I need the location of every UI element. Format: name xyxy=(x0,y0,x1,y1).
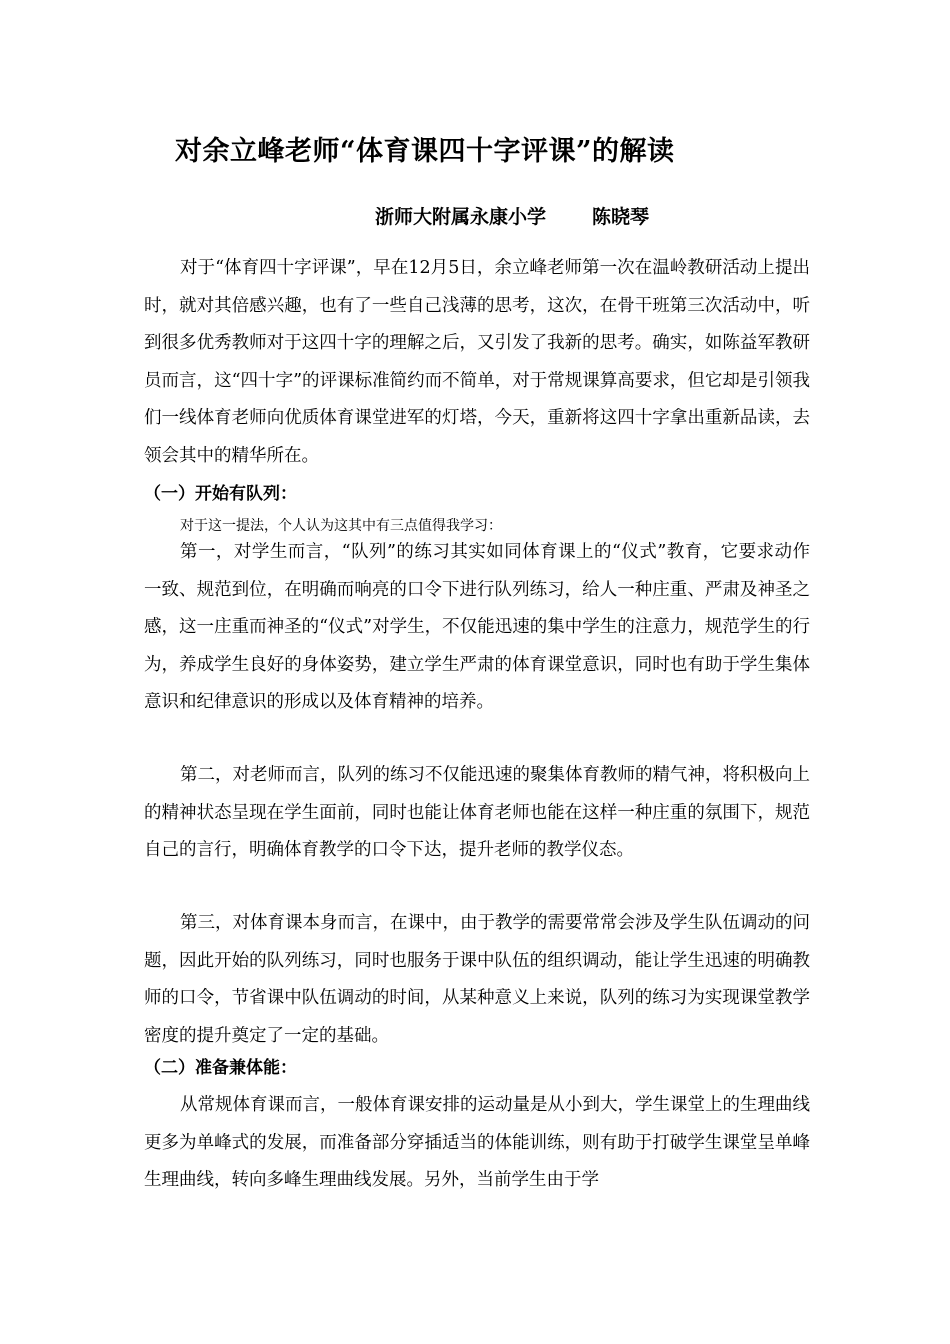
document-title: 对余立峰老师“体育课四十字评课”的解读 xyxy=(175,136,675,167)
section-1-paragraph-2: 第二，对老师而言，队列的练习不仅能迅速的聚集体育教师的精气神，将积极向上的精神状态呈现在学生面前，同时也能让体育老师也能在这样一种庄重的氛围下，规范自己的言行，明确体育教学的口令下达，提升老师的教学仪态。 xyxy=(144,765,810,860)
section-2-paragraph-1: 从常规体育课而言，一般体育课安排的运动量是从小到大，学生课堂上的生理曲线更多为单峰式的发展，而准备部分穿插适当的体能训练，则有助于打破学生课堂呈单峰生理曲线，转向多峰生理曲线发展。另外，当前学生由于学 xyxy=(144,1095,810,1190)
intro-paragraph: 对于“体育四十字评课”，早在12月5日，余立峰老师第一次在温岭教研活动上提出时，就对其倍感兴趣，也有了一些自己浅薄的思考，这次，在骨干班第三次活动中，听到很多优秀教师对于这四十字的理解之后，又引发了我新的思考。确实，如陈益军教研员而言，这“四十字”的评课标准简约而不简单，对于常规课算高要求，但它却是引领我们一线体育老师向优质体育课堂进军的灯塔，今天，重新将这四十字拿出重新品读，去领会其中的精华所在。 xyxy=(144,258,810,466)
section-1-paragraph-3: 第三，对体育课本身而言，在课中，由于教学的需要常常会涉及学生队伍调动的问题，因此开始的队列练习，同时也服务于课中队伍的组织调动，能让学生迅速的明确教师的口令，节省课中队伍调动的时间，从某种意义上来说，队列的练习为实现课堂教学密度的提升奠定了一定的基础。 xyxy=(144,913,810,1046)
author-school: 浙师大附属永康小学 xyxy=(375,206,547,228)
section-1-lead: 对于这一提法，个人认为这其中有三点值得我学习： xyxy=(180,518,502,534)
section-1-paragraph-1: 第一，对学生而言，“队列”的练习其实如同体育课上的“仪式”教育，它要求动作一致、规范到位，在明确而响亮的口令下进行队列练习，给人一种庄重、严肃及神圣之感，这一庄重而神圣的“仪式”对学生，不仅能迅速的集中学生的注意力，规范学生的行为，养成学生良好的身体姿势，建立学生严肃的体育课堂意识，同时也有助于学生集体意识和纪律意识的形成以及体育精神的培养。 xyxy=(144,542,810,712)
section-heading-2: （二）准备兼体能： xyxy=(144,1058,297,1078)
section-heading-1: （一）开始有队列： xyxy=(144,484,297,504)
author-line xyxy=(375,202,649,232)
author-name: 陈晓琴 xyxy=(592,206,650,228)
